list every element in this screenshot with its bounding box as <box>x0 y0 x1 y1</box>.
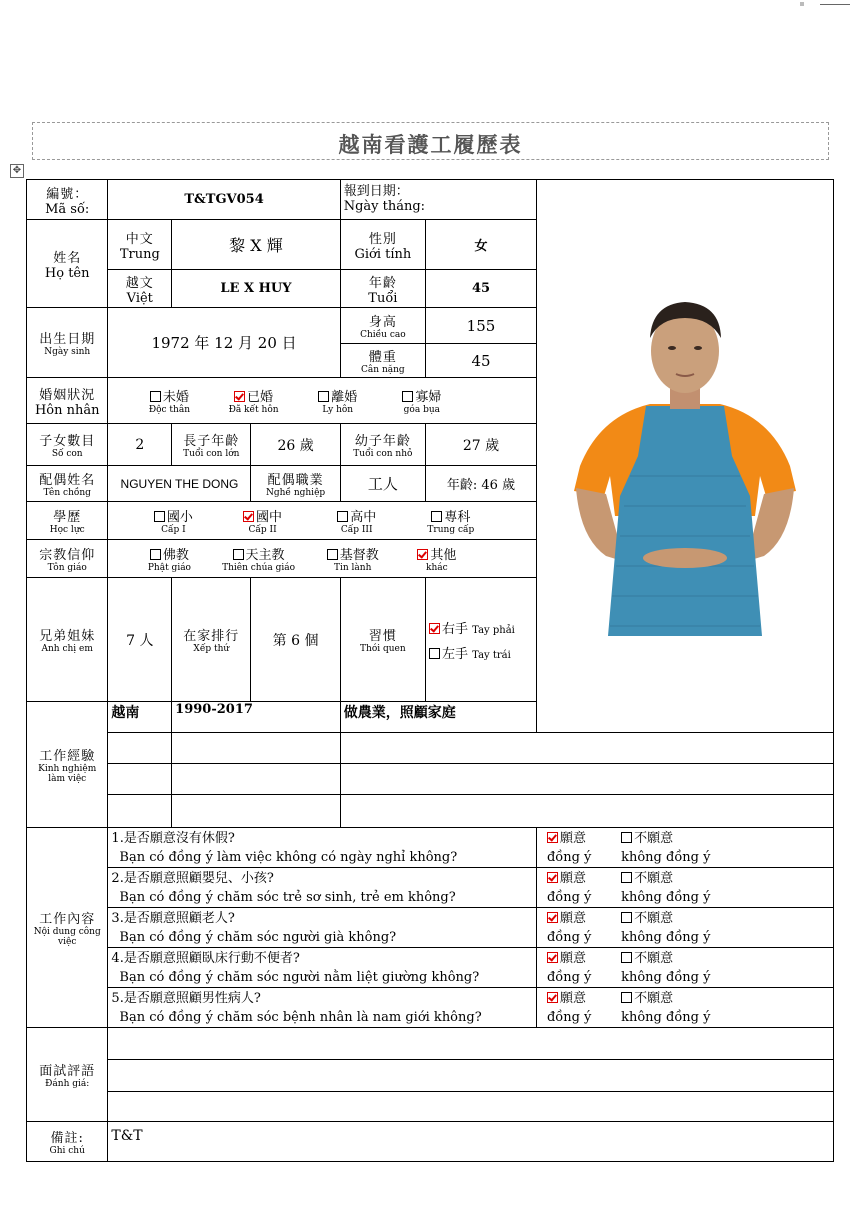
interview-row-2 <box>27 1060 834 1092</box>
answer-3-yes-vi: đồng ý <box>546 929 592 945</box>
answer-1-yes[interactable] <box>547 829 617 867</box>
question-5-zh: 5.是否願意照顧男性病人? <box>111 990 261 1006</box>
answer-2-no-zh: 不願意 <box>634 870 674 886</box>
answer-4-no-vi: không đồng ý <box>621 969 711 985</box>
religion-options <box>108 540 537 578</box>
answer-3 <box>536 908 833 948</box>
habit-left-vi: Tay trái <box>472 649 511 661</box>
answer-3-no[interactable] <box>621 909 710 947</box>
spouse-label-vi: Tên chồng <box>43 488 91 498</box>
chinese-label-vi: Trung <box>119 246 160 262</box>
education-option-junior[interactable] <box>218 506 308 535</box>
birth-label-zh: 出生日期 <box>39 332 96 347</box>
marital-married-vi: Đã kết hôn <box>228 405 279 415</box>
height-label-cell <box>340 308 425 344</box>
eldest-label-vi: Tuổi con lớn <box>183 449 240 459</box>
education-senior-zh: 高中 <box>350 510 377 525</box>
checkbox-q3-no[interactable] <box>621 912 632 923</box>
answer-5-no-zh: 不願意 <box>634 990 674 1006</box>
answer-3-yes-zh: 願意 <box>559 910 586 926</box>
marital-married-zh: 已婚 <box>247 390 274 405</box>
question-3-vi: Bạn có đồng ý chăm sóc người già không? <box>119 929 397 945</box>
question-5 <box>108 988 537 1028</box>
code-label-vi: Mã số: <box>45 201 90 217</box>
religion-label-cell <box>27 540 108 578</box>
spouse-label-zh: 配偶姓名 <box>39 473 96 488</box>
interview-label-vi: Đánh giá: <box>45 1079 90 1089</box>
religion-option-buddhism[interactable] <box>129 544 209 573</box>
checkbox-widowed[interactable] <box>402 391 413 402</box>
answer-2 <box>536 868 833 908</box>
habit-right-option[interactable] <box>429 618 533 637</box>
name-label-vi: Họ tên <box>44 265 90 281</box>
work-content-label-vi: Nội dung công việc <box>33 927 101 947</box>
answer-2-yes-zh: 願意 <box>559 870 586 886</box>
remarks-label-zh: 備註: <box>50 1131 84 1146</box>
checkbox-junior-checked[interactable] <box>243 511 254 522</box>
answer-4-no-zh: 不願意 <box>634 950 674 966</box>
eldest-label-zh: 長子年齡 <box>183 434 240 449</box>
interview-label-cell <box>27 1028 108 1122</box>
habit-right-vi: Tay phải <box>472 624 515 636</box>
remarks-value[interactable]: T&T <box>108 1122 834 1162</box>
marital-option-divorced[interactable] <box>298 386 378 415</box>
checkbox-q4-no[interactable] <box>621 952 632 963</box>
viet-label-vi: Việt <box>126 290 153 306</box>
remarks-label-cell <box>27 1122 108 1162</box>
work-content-label-zh: 工作內容 <box>39 912 96 927</box>
checkbox-single[interactable] <box>150 391 161 402</box>
answer-1-no[interactable] <box>621 829 710 867</box>
checkbox-married-checked[interactable] <box>234 391 245 402</box>
religion-other-vi: khác <box>426 563 448 573</box>
answer-4 <box>536 948 833 988</box>
weight-value[interactable]: 45 <box>426 344 537 378</box>
weight-label-cell <box>340 344 425 378</box>
religion-option-other[interactable] <box>402 544 472 573</box>
age-label-cell <box>340 270 425 308</box>
checkbox-senior[interactable] <box>337 511 348 522</box>
interview-row-1 <box>27 1028 834 1060</box>
row-code <box>27 180 834 220</box>
youngest-age[interactable]: 27 歲 <box>426 424 537 466</box>
answer-2-no-vi: không đồng ý <box>621 889 711 905</box>
answer-1-no-zh: 不願意 <box>634 830 674 846</box>
children-label-zh: 子女數目 <box>39 434 96 449</box>
height-value[interactable]: 155 <box>426 308 537 344</box>
habit-left-option[interactable] <box>429 643 533 662</box>
name-label-cell <box>27 220 108 308</box>
question-3-zh: 3.是否願意照顧老人? <box>111 910 235 926</box>
viet-label-cell <box>108 270 172 308</box>
height-label-zh: 身高 <box>368 315 397 330</box>
birth-label-vi: Ngày sinh <box>44 347 91 357</box>
work-exp-label-cell <box>27 702 108 828</box>
code-value[interactable]: T&TGV054 <box>108 180 340 220</box>
religion-catholic-vi: Thiên chúa giáo <box>222 563 296 573</box>
answer-4-no[interactable] <box>621 949 710 987</box>
marital-options <box>108 378 537 424</box>
education-primary-vi: Cấp I <box>161 525 186 535</box>
work-row-4 <box>27 795 834 828</box>
title-box <box>32 122 829 160</box>
answer-1 <box>536 828 833 868</box>
question-row-5 <box>27 988 834 1028</box>
education-junior-vi: Cấp II <box>248 525 277 535</box>
siblings-label-cell <box>27 578 108 702</box>
checkbox-q5-yes-checked[interactable] <box>547 992 558 1003</box>
work-place-1[interactable]: 越南 <box>108 702 172 733</box>
question-4 <box>108 948 537 988</box>
interview-line-3[interactable] <box>108 1092 834 1122</box>
viet-name-value[interactable]: LE X HUY <box>172 270 341 308</box>
answer-5 <box>536 988 833 1028</box>
education-label-vi: Học lực <box>49 525 85 535</box>
religion-buddhism-zh: 佛教 <box>162 548 189 563</box>
work-row-2 <box>27 733 834 764</box>
education-senior-vi: Cấp III <box>340 525 373 535</box>
checkbox-q5-no[interactable] <box>621 992 632 1003</box>
worker-photo <box>540 276 830 636</box>
work-exp-label-zh: 工作經驗 <box>39 749 96 764</box>
age-label-vi: Tuổi <box>368 290 398 306</box>
remarks-label-vi: Ghi chú <box>49 1146 85 1156</box>
question-1 <box>108 828 537 868</box>
habit-options <box>426 578 537 702</box>
table-move-handle-icon[interactable]: ✥ <box>10 164 24 178</box>
height-label-vi: Chiều cao <box>360 330 406 340</box>
answer-3-no-vi: không đồng ý <box>621 929 711 945</box>
siblings-label-zh: 兄弟姐妹 <box>39 629 96 644</box>
checkbox-catholic[interactable] <box>233 549 244 560</box>
habit-right-zh: 右手 <box>442 621 469 637</box>
chinese-label-zh: 中文 <box>125 231 154 247</box>
marital-single-vi: Độc thân <box>148 405 190 415</box>
report-date-label-zh: 報到日期： <box>343 184 409 199</box>
checkbox-left-hand[interactable] <box>429 648 440 659</box>
checkbox-vocational[interactable] <box>431 511 442 522</box>
page-corner-dot <box>800 2 804 6</box>
checkbox-primary[interactable] <box>154 511 165 522</box>
answer-4-yes-zh: 願意 <box>559 950 586 966</box>
question-row-1 <box>27 828 834 868</box>
code-label-zh: 編號： <box>46 186 89 202</box>
answer-3-yes[interactable] <box>547 909 617 947</box>
photo-cell <box>536 180 833 733</box>
work-period-1[interactable]: 1990-2017 <box>172 702 341 733</box>
education-option-vocational[interactable] <box>406 506 496 535</box>
work-exp-label-vi: Kinh nghiệm làm việc <box>38 764 97 784</box>
work-desc-3[interactable] <box>340 764 833 795</box>
habit-label-cell <box>340 578 425 702</box>
youngest-label-zh: 幼子年齡 <box>354 434 411 449</box>
religion-option-catholic[interactable] <box>214 544 304 573</box>
work-desc-1[interactable]: 做農業，照顧家庭 <box>340 702 833 733</box>
marital-label-cell <box>27 378 108 424</box>
marital-divorced-vi: Ly hôn <box>322 405 354 415</box>
question-2 <box>108 868 537 908</box>
education-options <box>108 502 537 540</box>
habit-label-vi: Thói quen <box>360 644 406 654</box>
work-period-2[interactable] <box>172 733 341 764</box>
religion-label-vi: Tôn giáo <box>47 563 87 573</box>
rank-label-vi: Xếp thứ <box>193 644 230 654</box>
birth-value[interactable]: 1972 年 12 月 20 日 <box>108 308 340 378</box>
question-row-2 <box>27 868 834 908</box>
work-period-3[interactable] <box>172 764 341 795</box>
rank-value[interactable]: 第 6 個 <box>251 578 340 702</box>
question-2-zh: 2.是否願意照顧嬰兒、小孩? <box>111 870 274 886</box>
name-label-zh: 姓名 <box>53 250 82 266</box>
marital-option-widowed[interactable] <box>382 386 462 415</box>
answer-2-yes-vi: đồng ý <box>546 889 592 905</box>
gender-label-vi: Giới tính <box>354 246 412 262</box>
question-1-zh: 1.是否願意沒有休假? <box>111 830 235 846</box>
document-title: 越南看護工履歷表 <box>338 132 523 157</box>
gender-value[interactable]: 女 <box>426 220 537 270</box>
children-label-vi: Số con <box>51 449 83 459</box>
religion-option-protestant[interactable] <box>308 544 398 573</box>
marital-single-zh: 未婚 <box>162 390 189 405</box>
viet-label-zh: 越文 <box>125 275 154 291</box>
spouse-job-label-zh: 配偶職業 <box>267 473 324 488</box>
siblings-label-vi: Anh chị em <box>41 644 93 654</box>
interview-row-3 <box>27 1092 834 1122</box>
question-5-vi: Bạn có đồng ý chăm sóc bệnh nhân là nam giới không? <box>119 1009 482 1025</box>
marital-divorced-zh: 離婚 <box>331 390 358 405</box>
checkbox-q3-yes-checked[interactable] <box>547 912 558 923</box>
marital-label-zh: 婚姻狀況 <box>39 387 96 403</box>
checkbox-q2-no[interactable] <box>621 872 632 883</box>
checkbox-q4-yes-checked[interactable] <box>547 952 558 963</box>
interview-line-1[interactable] <box>108 1028 834 1060</box>
weight-label-vi: Cân nặng <box>361 365 405 375</box>
checkbox-divorced[interactable] <box>318 391 329 402</box>
question-2-vi: Bạn có đồng ý chăm sóc trẻ sơ sinh, trẻ em không? <box>119 889 456 905</box>
children-count[interactable]: 2 <box>108 424 172 466</box>
religion-other-zh: 其他 <box>430 548 457 563</box>
marital-label-vi: Hôn nhân <box>34 402 100 418</box>
work-desc-2[interactable] <box>340 733 833 764</box>
education-option-primary[interactable] <box>133 506 213 535</box>
resume-form <box>26 179 834 1162</box>
marital-widowed-zh: 寡婦 <box>415 390 442 405</box>
question-1-vi: Bạn có đồng ý làm việc không có ngày nghỉ không? <box>119 849 458 865</box>
work-period-4[interactable] <box>172 795 341 828</box>
question-4-zh: 4.是否願意照顧臥床行動不便者? <box>111 950 300 966</box>
gender-label-zh: 性別 <box>368 231 397 247</box>
education-vocational-vi: Trung cấp <box>427 525 475 535</box>
religion-protestant-zh: 基督教 <box>339 548 379 563</box>
youngest-label-vi: Tuổi con nhỏ <box>353 449 413 459</box>
page-corner-mark <box>820 0 850 5</box>
birth-label-cell <box>27 308 108 378</box>
work-row-1 <box>27 702 834 733</box>
work-place-4[interactable] <box>108 795 172 828</box>
answer-5-yes-zh: 願意 <box>559 990 586 1006</box>
question-3 <box>108 908 537 948</box>
weight-label-zh: 體重 <box>368 350 397 365</box>
eldest-age[interactable]: 26 歲 <box>251 424 340 466</box>
answer-5-yes[interactable] <box>547 989 617 1027</box>
education-option-senior[interactable] <box>312 506 402 535</box>
rank-label-cell <box>172 578 251 702</box>
age-label-zh: 年齡 <box>368 275 397 291</box>
answer-1-yes-vi: đồng ý <box>546 849 592 865</box>
checkbox-right-hand-checked[interactable] <box>429 623 440 634</box>
spouse-age-value[interactable]: 年齡: 46 歲 <box>426 466 537 502</box>
chinese-label-cell <box>108 220 172 270</box>
education-label-cell <box>27 502 108 540</box>
report-date-label-vi: Ngày tháng: <box>343 199 426 214</box>
age-value[interactable]: 45 <box>426 270 537 308</box>
interview-line-2[interactable] <box>108 1060 834 1092</box>
education-primary-zh: 國小 <box>166 510 193 525</box>
marital-option-single[interactable] <box>129 386 209 415</box>
answer-1-yes-zh: 願意 <box>559 830 586 846</box>
eldest-label-cell <box>172 424 251 466</box>
answer-5-no[interactable] <box>621 989 710 1027</box>
spouse-job-value[interactable]: 工人 <box>340 466 425 502</box>
religion-protestant-vi: Tin lành <box>334 563 372 573</box>
children-label-cell <box>27 424 108 466</box>
checkbox-other-checked[interactable] <box>417 549 428 560</box>
checkbox-q1-yes-checked[interactable] <box>547 832 558 843</box>
answer-5-yes-vi: đồng ý <box>546 1009 592 1025</box>
siblings-count[interactable]: 7 人 <box>108 578 172 702</box>
religion-label-zh: 宗教信仰 <box>39 548 96 563</box>
marital-widowed-vi: góa bụa <box>403 405 441 415</box>
checkbox-q2-yes-checked[interactable] <box>547 872 558 883</box>
work-content-label-cell <box>27 828 108 1028</box>
answer-2-no[interactable] <box>621 869 710 907</box>
answer-2-yes[interactable] <box>547 869 617 907</box>
report-date-cell[interactable] <box>340 180 536 220</box>
habit-left-zh: 左手 <box>442 646 469 662</box>
answer-3-no-zh: 不願意 <box>634 910 674 926</box>
question-row-3 <box>27 908 834 948</box>
answer-1-no-vi: không đồng ý <box>621 849 711 865</box>
answer-4-yes[interactable] <box>547 949 617 987</box>
question-4-vi: Bạn có đồng ý chăm sóc người nằm liệt giường không? <box>119 969 480 985</box>
habit-label-zh: 習慣 <box>368 629 397 644</box>
education-label-zh: 學歷 <box>53 510 82 525</box>
work-desc-4[interactable] <box>340 795 833 828</box>
chinese-name-value[interactable]: 黎 X 輝 <box>172 220 341 270</box>
interview-label-zh: 面試評語 <box>39 1064 96 1079</box>
spouse-job-label-vi: Nghề nghiệp <box>266 488 326 498</box>
answer-4-yes-vi: đồng ý <box>546 969 592 985</box>
youngest-label-cell <box>340 424 425 466</box>
remarks-row <box>27 1122 834 1162</box>
work-place-3[interactable] <box>108 764 172 795</box>
checkbox-buddhism[interactable] <box>150 549 161 560</box>
spouse-label-cell <box>27 466 108 502</box>
checkbox-q1-no[interactable] <box>621 832 632 843</box>
education-junior-zh: 國中 <box>256 510 283 525</box>
religion-catholic-zh: 天主教 <box>245 548 285 563</box>
education-vocational-zh: 專科 <box>444 510 471 525</box>
religion-buddhism-vi: Phật giáo <box>147 563 191 573</box>
checkbox-protestant[interactable] <box>327 549 338 560</box>
work-row-3 <box>27 764 834 795</box>
work-place-2[interactable] <box>108 733 172 764</box>
marital-option-married[interactable] <box>214 386 294 415</box>
rank-label-zh: 在家排行 <box>183 629 240 644</box>
spouse-job-label-cell <box>251 466 340 502</box>
spouse-name-value[interactable]: NGUYEN THE DONG <box>108 466 251 502</box>
gender-label-cell <box>340 220 425 270</box>
question-row-4 <box>27 948 834 988</box>
code-label-cell <box>27 180 108 220</box>
answer-5-no-vi: không đồng ý <box>621 1009 711 1025</box>
